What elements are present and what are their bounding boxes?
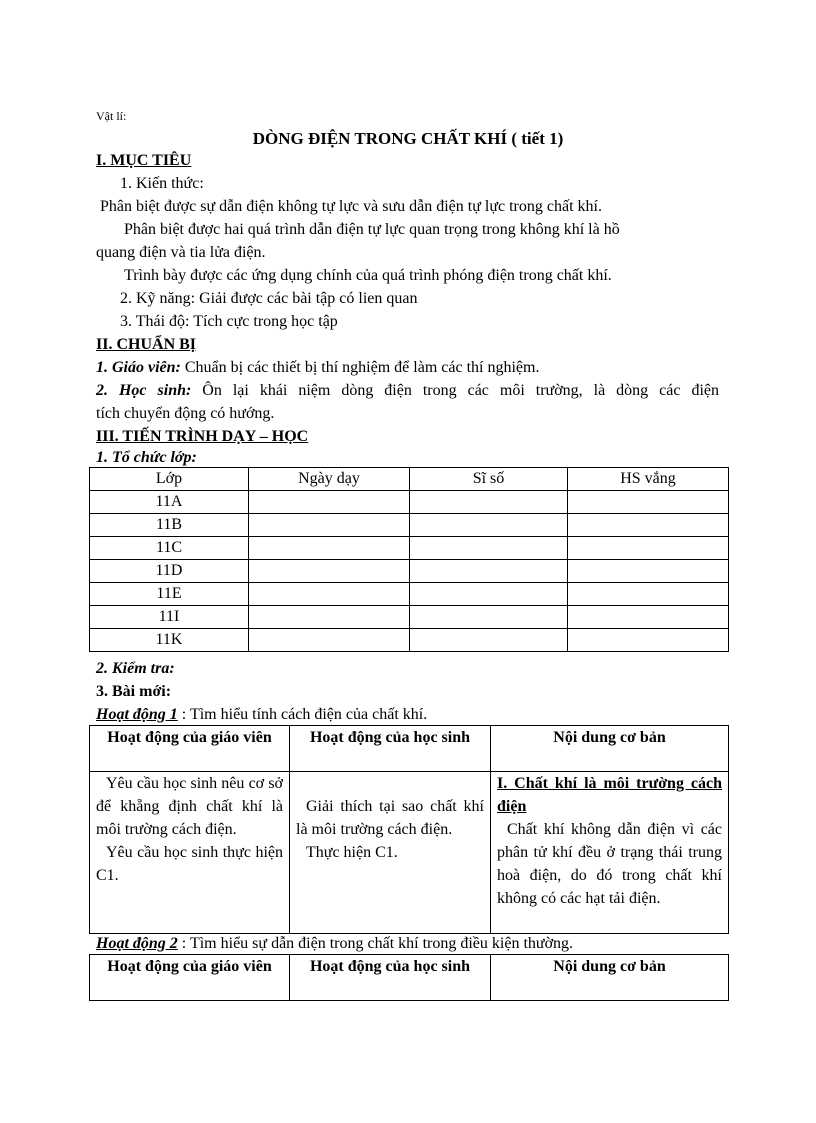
activity1-desc: : Tìm hiểu tính cách điện của chất khí.: [181, 706, 428, 723]
student-prep-text: Ôn lại khái niệm dòng điện trong các môi trường, là dòng các điện: [202, 382, 719, 399]
student-prep-line2: tích chuyển động có hướng.: [96, 405, 275, 422]
knowledge-item-2-line2: quang điện và tia lửa điện.: [96, 244, 266, 261]
activity1-table: [89, 725, 729, 934]
attitude-item: 3. Thái độ: Tích cực trong học tập: [120, 313, 338, 330]
activity1-teacher-text-2: Yêu cầu học sinh thực hiện C1.: [96, 844, 283, 884]
activity1-header-row: [90, 726, 729, 772]
activity1-teacher-text-1: Yêu cầu học sinh nêu cơ sở để khẵng định chất khí là môi trường cách điện.: [96, 775, 283, 838]
table-row: [90, 606, 729, 629]
absent-cell: [568, 560, 729, 583]
date-cell: [249, 583, 410, 606]
procedure-heading: [96, 427, 308, 447]
class-table-header-row: [90, 468, 729, 491]
count-cell: [410, 629, 568, 652]
class-cell: 11E: [90, 583, 249, 606]
student-prep-line1: [96, 381, 719, 401]
check-label: 2. Kiểm tra:: [96, 660, 175, 677]
new-lesson-label: 3. Bài mới:: [96, 683, 172, 700]
table-row: [90, 491, 729, 514]
date-cell: [249, 514, 410, 537]
activity1-title: [96, 705, 427, 725]
activity1-student-text-2: Thực hiện C1.: [306, 844, 398, 861]
class-table: [89, 467, 729, 652]
activity2-title: [96, 934, 573, 954]
date-cell: [249, 491, 410, 514]
activity2-label: Hoạt động 2: [96, 935, 178, 952]
class-cell: 11C: [90, 537, 249, 560]
class-table-header: HS vắng: [568, 468, 729, 491]
procedure-heading-text: III. TIẾN TRÌNH DẠY – HỌC: [96, 428, 309, 445]
absent-cell: [568, 583, 729, 606]
teacher-prep: [96, 358, 539, 378]
date-cell: [249, 537, 410, 560]
preparation-heading-text: II. CHUẨN BỊ: [96, 336, 197, 353]
activity1-header-content: Nội dung cơ bản: [491, 726, 729, 772]
table-row: [90, 560, 729, 583]
student-prep-label: 2. Học sinh:: [96, 382, 192, 399]
teacher-prep-text: Chuẩn bị các thiết bị thí nghiệm để làm các thí nghiệm.: [184, 359, 540, 376]
activity2-table: [89, 954, 729, 1001]
subject-label: Vật lí:: [96, 109, 127, 123]
count-cell: [410, 514, 568, 537]
activity1-label: Hoạt động 1: [96, 706, 178, 723]
count-cell: [410, 560, 568, 583]
class-org-label: 1. Tổ chức lớp:: [96, 449, 197, 466]
knowledge-item-1: Phân biệt được sự dẫn điện không tự lực và sưu dẫn điện tự lực trong chất khí.: [100, 198, 602, 215]
knowledge-label: 1. Kiến thức:: [120, 175, 204, 192]
activity1-student-text-1: Giải thích tại sao chất khí là môi trường cách điện.: [296, 798, 484, 838]
preparation-heading: [96, 335, 196, 355]
count-cell: [410, 491, 568, 514]
activity1-content-cell: [491, 772, 729, 934]
objectives-heading-text: I. MỤC TIÊU: [96, 152, 192, 169]
class-cell: 11D: [90, 560, 249, 583]
activity2-header-row: [90, 955, 729, 1001]
knowledge-item-2-line1: Phân biệt được hai quá trình dẫn điện tự lực quan trọng trong không khí là hồ: [124, 221, 620, 238]
activity1-content-heading: I. Chất khí là môi trường cách điện: [497, 775, 722, 815]
absent-cell: [568, 629, 729, 652]
class-table-header: Lớp: [90, 468, 249, 491]
date-cell: [249, 629, 410, 652]
activity1-content-text: Chất khí không dẫn điện vì các phân tử khí đều ở trạng thái trung hoà điện, do đó trong chất khí không có các hạt tải điện.: [497, 821, 722, 907]
skills-item: 2. Kỹ năng: Giải được các bài tập có lien quan: [120, 290, 418, 307]
activity1-header-teacher: Hoạt động của giáo viên: [90, 726, 290, 772]
table-row: [90, 514, 729, 537]
activity1-teacher-cell: [90, 772, 290, 934]
count-cell: [410, 537, 568, 560]
date-cell: [249, 560, 410, 583]
knowledge-item-3: Trình bày được các ứng dụng chính của quá trình phóng điện trong chất khí.: [124, 267, 612, 284]
table-row: [90, 583, 729, 606]
class-cell: 11K: [90, 629, 249, 652]
teacher-prep-label: 1. Giáo viên:: [96, 359, 181, 376]
absent-cell: [568, 606, 729, 629]
activity2-desc: : Tìm hiểu sự dẫn điện trong chất khí trong điều kiện thường.: [181, 935, 574, 952]
class-cell: 11A: [90, 491, 249, 514]
activity1-header-student: Hoạt động của học sinh: [290, 726, 491, 772]
activity2-header-teacher: Hoạt động của giáo viên: [90, 955, 290, 1001]
class-cell: 11B: [90, 514, 249, 537]
absent-cell: [568, 514, 729, 537]
page-title: DÒNG ĐIỆN TRONG CHẤT KHÍ ( tiết 1): [252, 129, 564, 148]
absent-cell: [568, 537, 729, 560]
class-table-header: Sĩ số: [410, 468, 568, 491]
class-cell: 11I: [90, 606, 249, 629]
date-cell: [249, 606, 410, 629]
activity2-header-student: Hoạt động của học sinh: [290, 955, 491, 1001]
activity1-body-row: [90, 772, 729, 934]
activity1-student-cell: [290, 772, 491, 934]
absent-cell: [568, 491, 729, 514]
objectives-heading: [96, 151, 191, 171]
table-row: [90, 629, 729, 652]
activity2-header-content: Nội dung cơ bản: [491, 955, 729, 1001]
count-cell: [410, 583, 568, 606]
count-cell: [410, 606, 568, 629]
class-table-header: Ngày dạy: [249, 468, 410, 491]
table-row: [90, 537, 729, 560]
